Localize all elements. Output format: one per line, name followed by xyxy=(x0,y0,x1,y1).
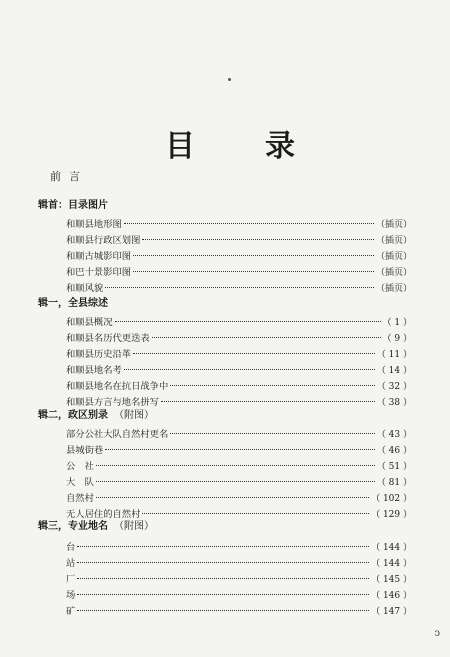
toc-entry-label: 和顺县方言与地名拼写 xyxy=(66,397,159,408)
section-heading xyxy=(38,517,154,532)
toc-entry-page: （ 1 ） xyxy=(382,318,412,328)
dot-leader xyxy=(152,337,381,338)
dot-leader xyxy=(133,353,375,354)
toc-entry-label: 场 xyxy=(66,590,76,601)
toc-entry-page: （插页） xyxy=(375,220,412,230)
dot-leader xyxy=(142,513,369,514)
toc-entry xyxy=(66,587,412,601)
toc-entry xyxy=(66,474,412,488)
toc-entry xyxy=(66,555,412,569)
toc-entry xyxy=(66,378,412,392)
dot-leader xyxy=(96,497,369,498)
section-title: 辑首：目录图片 xyxy=(38,200,108,211)
toc-entry xyxy=(66,280,412,294)
toc-entry-page: （ 14 ） xyxy=(376,366,412,376)
toc-entry xyxy=(66,426,412,440)
toc-entry-label: 和顺县名历代更迭表 xyxy=(66,333,150,344)
section-note: （附图） xyxy=(114,410,154,421)
preface-heading: 前言 xyxy=(50,170,88,183)
toc-entry-label: 和顺县历史沿革 xyxy=(66,349,132,360)
toc-entry-label: 和顺县地名考 xyxy=(66,365,122,376)
toc-entry xyxy=(66,603,412,617)
section-title: 辑二，政区别录 xyxy=(38,410,108,421)
dot-leader xyxy=(124,369,375,370)
dot-leader xyxy=(161,401,375,402)
dot-leader xyxy=(96,481,375,482)
toc-entry xyxy=(66,264,412,278)
section-heading xyxy=(38,406,154,421)
title-char-1: 目 xyxy=(165,129,195,164)
dot-leader xyxy=(133,271,374,272)
toc-entry xyxy=(66,539,412,553)
toc-entry-label: 和巴十景影印图 xyxy=(66,267,132,278)
toc-entry-label: 部分公社大队自然村更名 xyxy=(66,429,169,440)
dot-leader xyxy=(77,594,369,595)
dot-leader xyxy=(142,239,374,240)
title-char-2: 录 xyxy=(265,129,295,164)
toc-entry xyxy=(66,248,412,262)
toc-entry-label: 无人居住的自然村 xyxy=(66,509,141,520)
toc-entry-label: 和顺县概况 xyxy=(66,317,113,328)
section-title: 辑一，全县综述 xyxy=(38,298,108,309)
toc-entry-page: （ 11 ） xyxy=(376,350,412,360)
toc-entry-page: （ 81 ） xyxy=(376,478,412,488)
dot-leader xyxy=(77,578,369,579)
toc-entry-page: （ 51 ） xyxy=(376,462,412,472)
corner-mark: ↄ xyxy=(434,628,440,639)
toc-entry xyxy=(66,314,412,328)
toc-entry xyxy=(66,490,412,504)
dot-leader xyxy=(133,255,374,256)
toc-entry xyxy=(66,362,412,376)
section-note: （附图） xyxy=(114,521,154,532)
dot-leader xyxy=(170,385,375,386)
toc-entry-page: （ 32 ） xyxy=(376,382,412,392)
toc-entry xyxy=(66,216,412,230)
toc-entry-page: （ 38 ） xyxy=(376,398,412,408)
toc-entry-page: （插页） xyxy=(375,236,412,246)
toc-entry-page: （ 46 ） xyxy=(376,446,412,456)
toc-entry xyxy=(66,442,412,456)
toc-entry-label: 县城街巷 xyxy=(66,445,104,456)
section-title: 辑三，专业地名 xyxy=(38,521,108,532)
page-title xyxy=(165,121,295,165)
toc-entry-page: （插页） xyxy=(375,268,412,278)
toc-entry xyxy=(66,571,412,585)
toc-entry-label: 站 xyxy=(66,558,76,569)
toc-entry-page: （ 9 ） xyxy=(382,334,412,344)
dot-leader xyxy=(115,321,381,322)
toc-entry xyxy=(66,330,412,344)
scan-speck xyxy=(228,78,231,81)
dot-leader xyxy=(170,433,375,434)
toc-entry-label: 公 社 xyxy=(66,461,94,472)
dot-leader xyxy=(105,449,375,450)
toc-entry-label: 大 队 xyxy=(66,477,94,488)
section-heading xyxy=(38,196,114,211)
toc-entry-label: 和顺县地形图 xyxy=(66,219,122,230)
toc-entry-page: （ 147 ） xyxy=(371,607,412,617)
dot-leader xyxy=(77,610,369,611)
section-heading xyxy=(38,294,114,309)
dot-leader xyxy=(96,465,375,466)
dot-leader xyxy=(77,562,369,563)
toc-entry xyxy=(66,232,412,246)
toc-entry-label: 台 xyxy=(66,542,76,553)
toc-entry xyxy=(66,458,412,472)
toc-entry-label: 和顺县地名在抗日战争中 xyxy=(66,381,169,392)
toc-entry-page: （插页） xyxy=(375,284,412,294)
toc-entry-label: 和顺古城影印图 xyxy=(66,251,132,262)
dot-leader xyxy=(124,223,374,224)
toc-entry-page: （ 145 ） xyxy=(371,575,412,585)
dot-leader xyxy=(105,287,374,288)
toc-entry-page: （ 144 ） xyxy=(371,559,412,569)
toc-entry-label: 和顺风貌 xyxy=(66,283,104,294)
toc-entry-page: （ 102 ） xyxy=(371,494,412,504)
toc-entry-page: （ 144 ） xyxy=(371,543,412,553)
toc-entry-label: 自然村 xyxy=(66,493,94,504)
toc-entry-page: （ 146 ） xyxy=(371,591,412,601)
toc-entry-page: （ 129 ） xyxy=(371,510,412,520)
toc-entry-label: 厂 xyxy=(66,574,76,585)
toc-entry-label: 和顺县行政区划图 xyxy=(66,235,141,246)
toc-entry-page: （ 43 ） xyxy=(376,430,412,440)
toc-entry-label: 矿 xyxy=(66,606,76,617)
toc-entry-page: （插页） xyxy=(375,252,412,262)
toc-entry xyxy=(66,346,412,360)
dot-leader xyxy=(77,546,369,547)
